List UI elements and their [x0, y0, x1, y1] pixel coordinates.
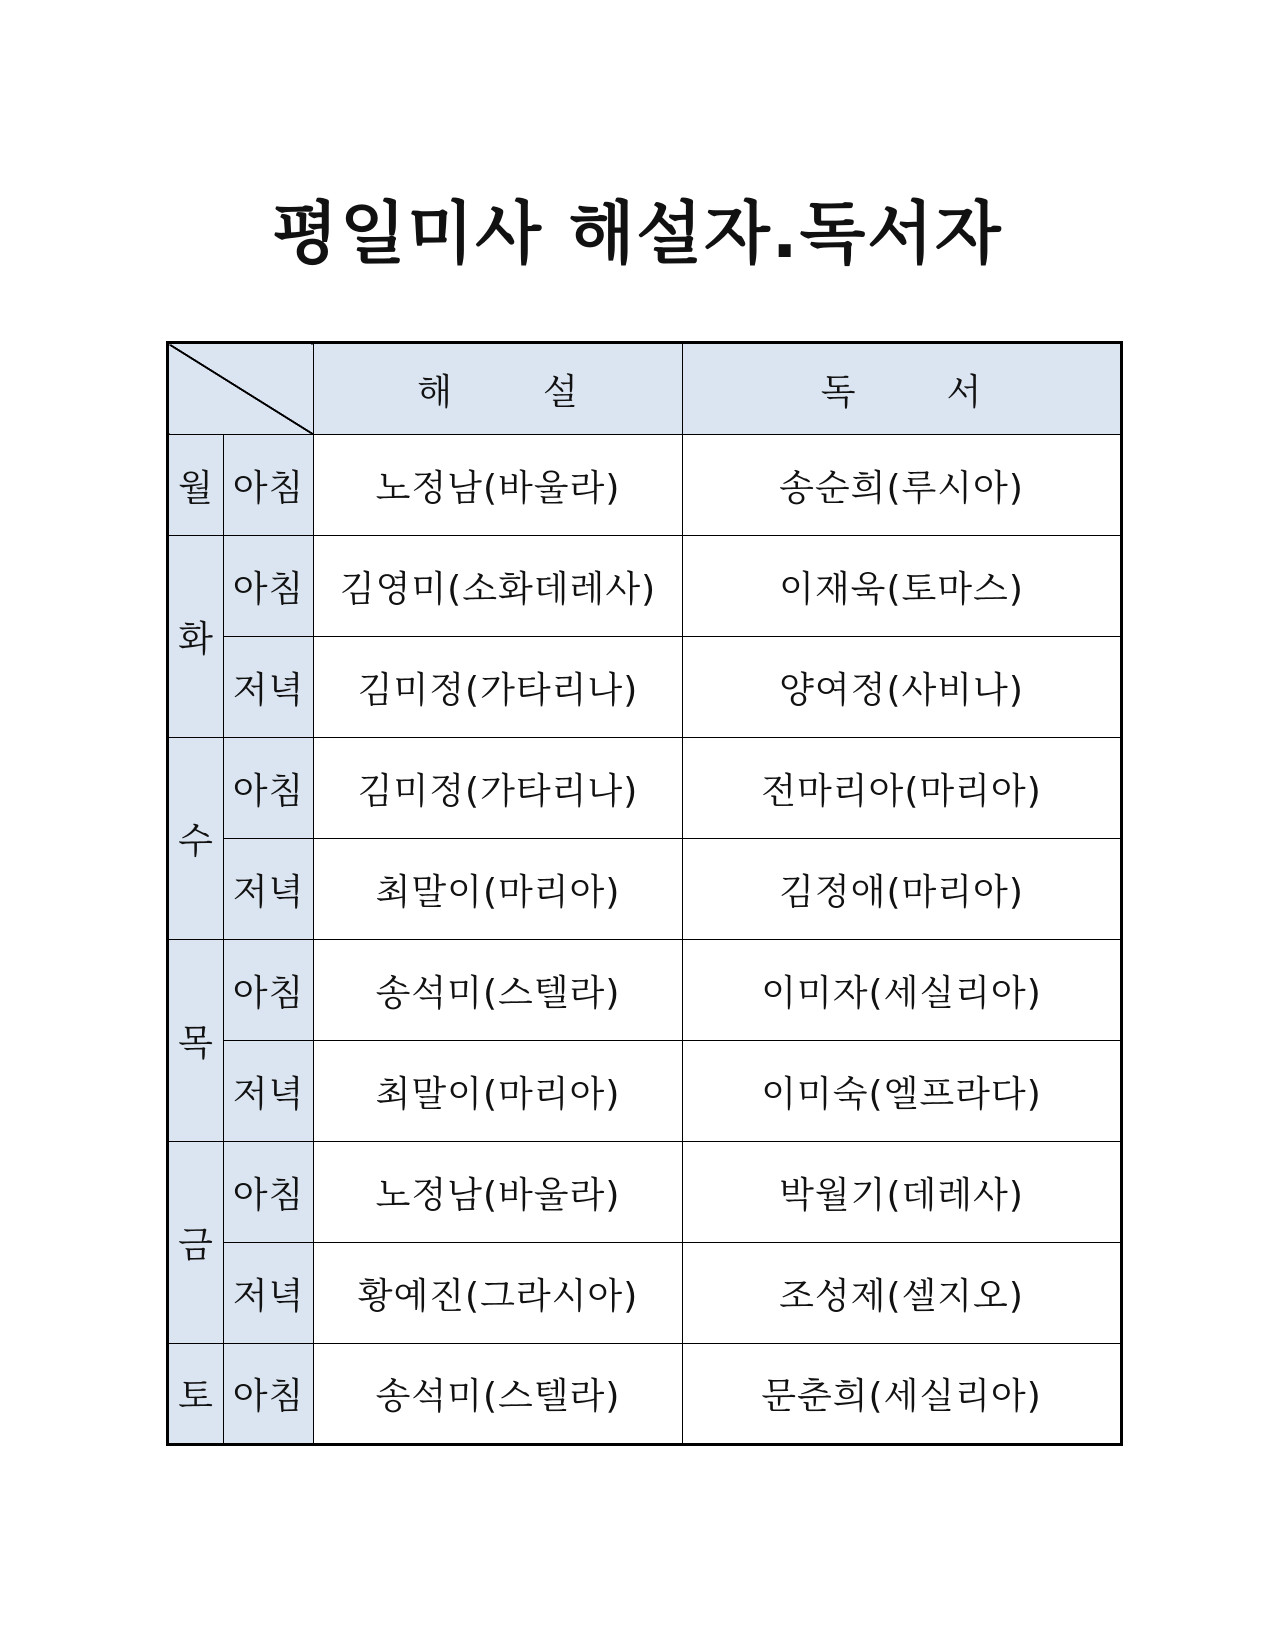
time-label: 아침	[224, 536, 314, 637]
reading-cell: 이미자(세실리아)	[683, 940, 1122, 1041]
day-label: 화	[168, 536, 224, 738]
reading-cell: 송순희(루시아)	[683, 435, 1122, 536]
table-header-row	[168, 343, 1122, 435]
time-label: 저녁	[224, 637, 314, 738]
commentary-cell: 최말이(마리아)	[314, 1041, 683, 1142]
commentary-cell: 노정남(바울라)	[314, 435, 683, 536]
commentary-cell: 황예진(그라시아)	[314, 1243, 683, 1344]
day-label: 금	[168, 1142, 224, 1344]
page-title: 평일미사 해설자.독서자	[272, 195, 1003, 274]
day-label: 월	[168, 435, 224, 536]
table-row	[168, 637, 1122, 738]
table-row	[168, 940, 1122, 1041]
time-label: 저녁	[224, 1243, 314, 1344]
schedule-table	[166, 341, 1123, 1446]
diagonal-corner-cell	[168, 343, 314, 435]
header-commentary-char-2: 설	[543, 371, 579, 413]
reading-cell: 김정애(마리아)	[683, 839, 1122, 940]
commentary-cell: 노정남(바울라)	[314, 1142, 683, 1243]
header-reading	[683, 343, 1122, 435]
table-row	[168, 1142, 1122, 1243]
time-label: 아침	[224, 738, 314, 839]
time-label: 아침	[224, 1142, 314, 1243]
commentary-cell: 김영미(소화데레사)	[314, 536, 683, 637]
time-label: 아침	[224, 940, 314, 1041]
table-row	[168, 435, 1122, 536]
commentary-cell: 최말이(마리아)	[314, 839, 683, 940]
header-commentary-char-1: 해	[417, 371, 453, 413]
time-label: 저녁	[224, 1041, 314, 1142]
table-row	[168, 839, 1122, 940]
header-reading-char-2: 서	[946, 371, 983, 413]
reading-cell: 양여정(사비나)	[683, 637, 1122, 738]
commentary-cell: 송석미(스텔라)	[314, 1344, 683, 1445]
reading-cell: 문춘희(세실리아)	[683, 1344, 1122, 1445]
reading-cell: 이미숙(엘프라다)	[683, 1041, 1122, 1142]
reading-cell: 박월기(데레사)	[683, 1142, 1122, 1243]
table-row	[168, 1243, 1122, 1344]
time-label: 저녁	[224, 839, 314, 940]
day-label: 목	[168, 940, 224, 1142]
commentary-cell: 송석미(스텔라)	[314, 940, 683, 1041]
reading-cell: 전마리아(마리아)	[683, 738, 1122, 839]
commentary-cell: 김미정(가타리나)	[314, 738, 683, 839]
table-row	[168, 738, 1122, 839]
table-row	[168, 536, 1122, 637]
reading-cell: 이재욱(토마스)	[683, 536, 1122, 637]
day-label: 수	[168, 738, 224, 940]
table-row	[168, 1041, 1122, 1142]
time-label: 아침	[224, 1344, 314, 1445]
header-commentary	[314, 343, 683, 435]
commentary-cell: 김미정(가타리나)	[314, 637, 683, 738]
table-row	[168, 1344, 1122, 1445]
header-reading-char-1: 독	[820, 371, 857, 413]
time-label: 아침	[224, 435, 314, 536]
day-label: 토	[168, 1344, 224, 1445]
reading-cell: 조성제(셀지오)	[683, 1243, 1122, 1344]
